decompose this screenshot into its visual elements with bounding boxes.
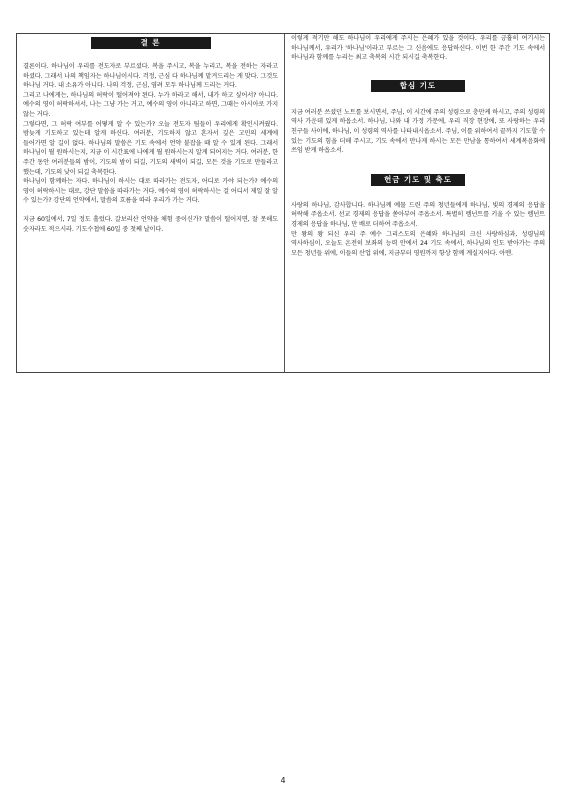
- conclusion-paragraph-2: 그리고 나에게는, 하나님의 허락이 떨어져야 된다. 누가 하라고 해서, 내가 하고 싶어서? 아니다. 예수의 영이 허락하셔서, 나는 그냥 가는 거고, 예수의 영이 아니라고 하면, 그때는 아시아로 가지 않는 거다.: [23, 91, 278, 118]
- closing-prayer-paragraph: 지금 여러분 쓰셨던 노트를 보시면서, 주님, 이 시간에 주의 성령으로 충만케 하시고, 주의 성령의 역사 가운데 있게 하옵소서. 하나님, 나와 내 가정 가문에, 우리 직장 현장에, 또 사랑하는 우리 친구들 사이에, 하나님, 이 성령의 역사를 나타내시옵소서. 주님, 이를 위하여서 끝까지 기도할 수 있는 기도의 힘을 더해 주시고, 기도 속에서 만나게 하시는 모든 만남을 통하여서 세계복음화에 쓰임 받게 하옵소서.: [291, 108, 545, 155]
- right-column: [285, 34, 551, 258]
- offering-prayer-paragraph-1: 사랑의 하나님, 감사합니다. 하나님께 예물 드린 주의 청년들에게 하나님, 빛의 경제의 응답을 허락해 주옵소서. 선교 경제의 응답을 쏟아부어 주옵소서. 특별히 렘넌트를 키울 수 있는 렘넌트 경제의 응답을 하나님, 만 배로 더하여 주옵소서.: [291, 201, 545, 228]
- section-heading-conclusion: 결 론: [91, 37, 211, 49]
- offering-prayer-paragraph-2: 만 왕의 왕 되신 우리 주 예수 그리스도의 은혜와 하나님의 크신 사랑하심과, 성령님의 역사하심이, 오늘도 온전히 보좌의 능력 안에서 24 기도 속에서, 하나님의 인도 받아가는 주의 모든 청년들 위에, 이들의 산업 위에, 지금부터 영원까지 항상 함께 계실지어다. 아멘.: [291, 230, 545, 257]
- conclusion-paragraph-5: 지금 60일에서, 7일 정도 흘렀다. 갈보리산 언약을 체험 중이신가? 말씀이 떨어지면, 잘 못해도 숫자라도 적으시라. 기도수첩에 60일 중 첫째 날이다.: [23, 215, 278, 233]
- content-frame: [16, 33, 550, 373]
- right-intro-paragraph: 이렇게 적기만 해도 하나님이 우리에게 주시는 은혜가 있을 것이다. 우리를 긍휼히 여기시는 하나님께서, 우리가 '하나님'이라고 부르는 그 신음에도 응답하신다. 이번 한 주간 기도 속에서 하나님과 함께를 누리는 최고 축복의 시간 되시길 축복한다.: [291, 35, 545, 62]
- conclusion-paragraph-1: 결론이다. 하나님이 우리를 전도자로 부르셨다. 복을 주시고, 복을 누리고, 복을 전하는 자라고 하셨다. 그래서 나의 책임자는 하나님이시다. 걱정, 근심 다 하나님께 맡겨드리는 게 맞다. 그것도 하나님 거다. 내 소유가 아니다. 나의 걱정, 근심, 염려 모두 하나님께 드리는 거다.: [23, 63, 278, 90]
- section-heading-offering-prayer: 헌금 기도 및 축도: [371, 174, 465, 186]
- left-column: [17, 34, 284, 234]
- section-heading-closing-prayer: 합심 기도: [371, 80, 465, 92]
- conclusion-paragraph-3: 그렇다면, 그 허락 여부를 어떻게 알 수 있는가? 오늘 전도자 팀들이 우리에게 확인시켜줬다. 밤늦게 기도하고 있는데 알게 하신다. 여러분, 기도하지 않고 혼자서 깊은 고민의 세계에 들어가면 알 길이 없다. 하나님의 말씀은 기도 속에서 언약 붙잡을 때 알 수 있게 된다. 그래서 하나님이 뭘 원하시는지, 지금 이 시간표에 나에게 뭘 원하시는지 알게 되어지는 거다. 여러분, 한 주간 동안 여러분들의 밤이, 기도의 밤이 되길, 기도의 새벽이 되길, 모든 것을 기도로 만들라고 했는데, 기도의 낮이 되길 축복한다.: [23, 120, 278, 176]
- page-number: 4: [280, 776, 286, 785]
- conclusion-paragraph-4: 하나님이 함께하는 자다. 하나님이 하시는 대로 따라가는 전도자, 어디로 가야 되는가? 예수의 영이 허락하시는 대로, 강단 말씀을 따라가는 거다. 예수의 영이 허락하시는 걸 어디서 제일 잘 알 수 있는가? 강단의 언약에서, 말씀의 흐름을 따라 우리가 가는 거다.: [23, 178, 278, 205]
